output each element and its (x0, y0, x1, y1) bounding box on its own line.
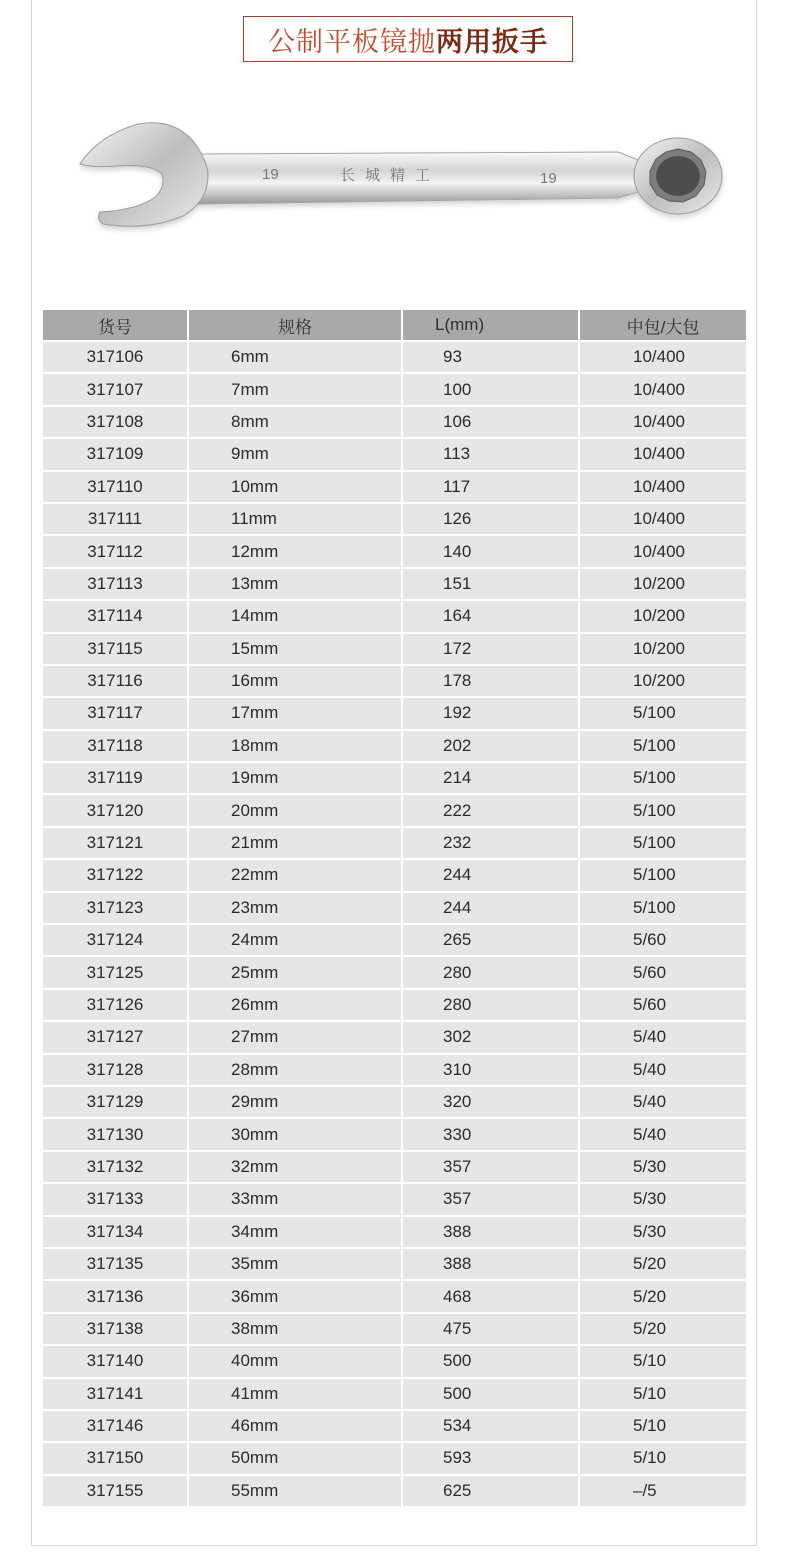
cell-spec: 32mm (189, 1152, 401, 1182)
cell-item-no: 317130 (43, 1119, 187, 1149)
header-packing: 中包/大包 (580, 310, 746, 340)
cell-length: 126 (403, 504, 578, 534)
cell-packing: 5/20 (580, 1249, 746, 1279)
cell-spec: 14mm (189, 601, 401, 631)
cell-spec: 25mm (189, 957, 401, 987)
cell-packing: 5/100 (580, 795, 746, 825)
cell-length: 151 (403, 569, 578, 599)
cell-item-no: 317155 (43, 1476, 187, 1506)
cell-packing: 5/100 (580, 828, 746, 858)
product-title-light: 公制平板镜抛 (268, 26, 436, 57)
table-row (43, 634, 746, 664)
cell-length: 100 (403, 374, 578, 404)
header-item-no: 货号 (43, 310, 187, 340)
cell-item-no: 317141 (43, 1379, 187, 1409)
cell-length: 214 (403, 763, 578, 793)
cell-item-no: 317126 (43, 990, 187, 1020)
cell-spec: 17mm (189, 698, 401, 728)
cell-spec: 33mm (189, 1184, 401, 1214)
cell-item-no: 317111 (43, 504, 187, 534)
cell-length: 164 (403, 601, 578, 631)
cell-spec: 35mm (189, 1249, 401, 1279)
wrench-image (78, 116, 728, 236)
cell-item-no: 317118 (43, 731, 187, 761)
wrench-marking-left: 19 (262, 166, 279, 183)
table-row (43, 1119, 746, 1149)
table-row (43, 1152, 746, 1182)
cell-packing: –/5 (580, 1476, 746, 1506)
cell-item-no: 317133 (43, 1184, 187, 1214)
cell-item-no: 317134 (43, 1217, 187, 1247)
cell-item-no: 317121 (43, 828, 187, 858)
cell-spec: 22mm (189, 860, 401, 890)
cell-item-no: 317114 (43, 601, 187, 631)
cell-length: 178 (403, 666, 578, 696)
cell-spec: 11mm (189, 504, 401, 534)
cell-spec: 29mm (189, 1087, 401, 1117)
cell-packing: 5/10 (580, 1346, 746, 1376)
table-row (43, 374, 746, 404)
cell-length: 202 (403, 731, 578, 761)
cell-packing: 10/400 (580, 504, 746, 534)
cell-item-no: 317107 (43, 374, 187, 404)
cell-packing: 10/400 (580, 407, 746, 437)
cell-item-no: 317112 (43, 536, 187, 566)
cell-spec: 10mm (189, 472, 401, 502)
cell-packing: 5/100 (580, 893, 746, 923)
cell-length: 500 (403, 1379, 578, 1409)
cell-packing: 5/60 (580, 990, 746, 1020)
cell-packing: 10/400 (580, 536, 746, 566)
cell-spec: 15mm (189, 634, 401, 664)
cell-spec: 20mm (189, 795, 401, 825)
table-row (43, 1346, 746, 1376)
cell-length: 388 (403, 1217, 578, 1247)
cell-packing: 5/30 (580, 1217, 746, 1247)
cell-length: 357 (403, 1184, 578, 1214)
cell-packing: 5/60 (580, 957, 746, 987)
cell-length: 113 (403, 439, 578, 469)
cell-spec: 46mm (189, 1411, 401, 1441)
cell-length: 232 (403, 828, 578, 858)
table-row (43, 1443, 746, 1473)
table-row (43, 1217, 746, 1247)
table-row (43, 828, 746, 858)
cell-item-no: 317128 (43, 1055, 187, 1085)
table-row (43, 1411, 746, 1441)
table-row (43, 536, 746, 566)
spec-table-body (43, 342, 746, 1506)
cell-spec: 30mm (189, 1119, 401, 1149)
cell-length: 302 (403, 1022, 578, 1052)
table-row (43, 763, 746, 793)
table-row (43, 731, 746, 761)
table-row (43, 1314, 746, 1344)
cell-spec: 12mm (189, 536, 401, 566)
cell-item-no: 317135 (43, 1249, 187, 1279)
cell-item-no: 317122 (43, 860, 187, 890)
cell-item-no: 317150 (43, 1443, 187, 1473)
product-title-bold: 两用扳手 (436, 26, 548, 57)
table-row (43, 472, 746, 502)
cell-length: 593 (403, 1443, 578, 1473)
table-row (43, 860, 746, 890)
table-row (43, 1184, 746, 1214)
cell-spec: 34mm (189, 1217, 401, 1247)
cell-spec: 21mm (189, 828, 401, 858)
cell-spec: 55mm (189, 1476, 401, 1506)
cell-item-no: 317123 (43, 893, 187, 923)
cell-item-no: 317110 (43, 472, 187, 502)
cell-spec: 8mm (189, 407, 401, 437)
cell-spec: 24mm (189, 925, 401, 955)
table-row (43, 1022, 746, 1052)
cell-item-no: 317115 (43, 634, 187, 664)
table-row (43, 504, 746, 534)
cell-length: 534 (403, 1411, 578, 1441)
cell-length: 310 (403, 1055, 578, 1085)
cell-packing: 5/20 (580, 1314, 746, 1344)
cell-spec: 38mm (189, 1314, 401, 1344)
cell-spec: 23mm (189, 893, 401, 923)
cell-length: 117 (403, 472, 578, 502)
cell-packing: 10/200 (580, 666, 746, 696)
table-row (43, 893, 746, 923)
cell-length: 468 (403, 1281, 578, 1311)
spec-table-header (43, 310, 746, 340)
cell-packing: 10/400 (580, 472, 746, 502)
cell-packing: 10/200 (580, 569, 746, 599)
table-row (43, 1055, 746, 1085)
table-row (43, 1249, 746, 1279)
cell-item-no: 317113 (43, 569, 187, 599)
cell-packing: 5/10 (580, 1411, 746, 1441)
cell-item-no: 317138 (43, 1314, 187, 1344)
cell-item-no: 317117 (43, 698, 187, 728)
cell-length: 265 (403, 925, 578, 955)
cell-spec: 16mm (189, 666, 401, 696)
cell-packing: 5/30 (580, 1152, 746, 1182)
cell-packing: 5/10 (580, 1443, 746, 1473)
cell-length: 244 (403, 893, 578, 923)
cell-packing: 5/100 (580, 731, 746, 761)
cell-spec: 9mm (189, 439, 401, 469)
cell-item-no: 317106 (43, 342, 187, 372)
cell-packing: 10/200 (580, 601, 746, 631)
cell-item-no: 317119 (43, 763, 187, 793)
cell-item-no: 317108 (43, 407, 187, 437)
cell-length: 625 (403, 1476, 578, 1506)
cell-length: 330 (403, 1119, 578, 1149)
cell-length: 320 (403, 1087, 578, 1117)
cell-packing: 5/100 (580, 698, 746, 728)
wrench-brand-marking: 长城精工 (340, 166, 441, 184)
cell-spec: 13mm (189, 569, 401, 599)
cell-length: 172 (403, 634, 578, 664)
cell-spec: 6mm (189, 342, 401, 372)
cell-length: 280 (403, 957, 578, 987)
cell-packing: 10/200 (580, 634, 746, 664)
table-row (43, 1281, 746, 1311)
table-row (43, 925, 746, 955)
cell-spec: 50mm (189, 1443, 401, 1473)
cell-length: 93 (403, 342, 578, 372)
cell-length: 475 (403, 1314, 578, 1344)
cell-item-no: 317129 (43, 1087, 187, 1117)
cell-spec: 27mm (189, 1022, 401, 1052)
table-row (43, 1087, 746, 1117)
cell-spec: 19mm (189, 763, 401, 793)
cell-item-no: 317109 (43, 439, 187, 469)
product-title (243, 16, 573, 62)
header-spec: 规格 (189, 310, 401, 340)
cell-packing: 10/400 (580, 342, 746, 372)
cell-packing: 5/40 (580, 1022, 746, 1052)
table-row (43, 439, 746, 469)
cell-packing: 5/40 (580, 1055, 746, 1085)
table-row (43, 601, 746, 631)
table-row (43, 342, 746, 372)
cell-spec: 41mm (189, 1379, 401, 1409)
cell-length: 244 (403, 860, 578, 890)
table-row (43, 407, 746, 437)
cell-length: 357 (403, 1152, 578, 1182)
cell-length: 192 (403, 698, 578, 728)
cell-packing: 5/30 (580, 1184, 746, 1214)
cell-spec: 28mm (189, 1055, 401, 1085)
table-row (43, 957, 746, 987)
cell-length: 388 (403, 1249, 578, 1279)
cell-packing: 5/20 (580, 1281, 746, 1311)
table-row (43, 795, 746, 825)
cell-item-no: 317140 (43, 1346, 187, 1376)
cell-length: 280 (403, 990, 578, 1020)
cell-packing: 10/400 (580, 439, 746, 469)
cell-spec: 7mm (189, 374, 401, 404)
cell-packing: 5/100 (580, 763, 746, 793)
cell-item-no: 317124 (43, 925, 187, 955)
table-row (43, 569, 746, 599)
cell-length: 222 (403, 795, 578, 825)
cell-packing: 5/100 (580, 860, 746, 890)
cell-item-no: 317127 (43, 1022, 187, 1052)
cell-item-no: 317132 (43, 1152, 187, 1182)
cell-packing: 5/10 (580, 1379, 746, 1409)
cell-item-no: 317116 (43, 666, 187, 696)
table-row (43, 1476, 746, 1506)
cell-packing: 5/60 (580, 925, 746, 955)
cell-spec: 26mm (189, 990, 401, 1020)
table-row (43, 698, 746, 728)
cell-length: 500 (403, 1346, 578, 1376)
cell-length: 140 (403, 536, 578, 566)
cell-spec: 18mm (189, 731, 401, 761)
cell-packing: 5/40 (580, 1087, 746, 1117)
cell-packing: 10/400 (580, 374, 746, 404)
cell-packing: 5/40 (580, 1119, 746, 1149)
table-row (43, 990, 746, 1020)
cell-spec: 36mm (189, 1281, 401, 1311)
cell-item-no: 317136 (43, 1281, 187, 1311)
header-length: L(mm) (403, 310, 578, 340)
table-row (43, 666, 746, 696)
spec-table (41, 308, 748, 1508)
table-row (43, 1379, 746, 1409)
cell-length: 106 (403, 407, 578, 437)
cell-spec: 40mm (189, 1346, 401, 1376)
cell-item-no: 317125 (43, 957, 187, 987)
cell-item-no: 317120 (43, 795, 187, 825)
cell-item-no: 317146 (43, 1411, 187, 1441)
wrench-marking-right: 19 (540, 170, 557, 187)
